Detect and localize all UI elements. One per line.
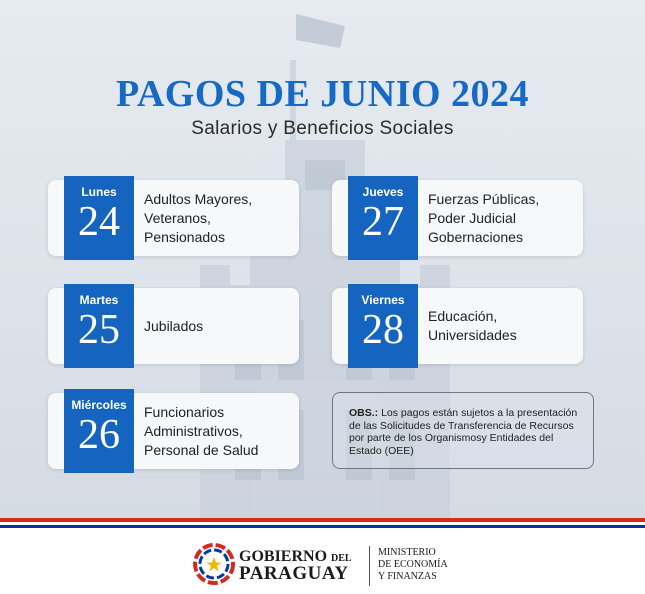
- government-seal-icon: [193, 543, 235, 585]
- ministerio-line: Y FINANZAS: [378, 571, 437, 582]
- beneficiary-line: Gobernaciones: [428, 228, 523, 245]
- page-title: PAGOS DE JUNIO 2024: [115, 73, 530, 115]
- date-badge: [64, 389, 134, 473]
- date-badge: [348, 176, 418, 260]
- gobierno-word: GOBIERNO: [239, 548, 328, 565]
- beneficiary-line: Adultos Mayores,: [144, 190, 253, 207]
- ministerio-line: MINISTERIO: [378, 547, 436, 558]
- observation-note: [332, 392, 594, 469]
- schedule-card-jueves: [332, 180, 583, 256]
- beneficiary-line: Veteranos,: [144, 209, 211, 226]
- beneficiary-line: Universidades: [428, 327, 517, 343]
- beneficiary-line: Poder Judicial: [428, 209, 516, 226]
- day-number: 24: [78, 199, 120, 245]
- paraguay-word: PARAGUAY: [239, 563, 349, 584]
- day-name: Miércoles: [71, 398, 127, 412]
- ministerio-text: [378, 547, 448, 583]
- beneficiary-line: Pensionados: [144, 228, 225, 245]
- beneficiary-line: Administrativos,: [144, 422, 243, 439]
- day-number: 28: [362, 307, 404, 353]
- beneficiary-line: Personal de Salud: [144, 441, 259, 458]
- beneficiary-line: Jubilados: [144, 317, 204, 334]
- beneficiaries: [428, 180, 539, 256]
- del-word: DEL: [331, 553, 352, 564]
- schedule-card-martes: [48, 288, 299, 364]
- date-badge: [348, 284, 418, 368]
- schedule-card-lunes: [48, 180, 299, 256]
- day-name: Martes: [79, 293, 119, 307]
- beneficiary-line: Funcionarios: [144, 403, 225, 420]
- day-name: Lunes: [81, 185, 117, 199]
- date-badge: [64, 176, 134, 260]
- schedule-card-viernes: [332, 288, 583, 364]
- schedule-card-miercoles: [48, 393, 299, 469]
- day-number: 25: [78, 307, 120, 353]
- day-number: 26: [78, 412, 120, 458]
- day-name: Jueves: [362, 185, 404, 199]
- beneficiaries: [144, 180, 252, 256]
- beneficiaries: [144, 393, 258, 469]
- note-text: Los pagos están sujetos a la presentación de las Solicitudes de Transferencia de Recursos por parte de los Organismosy Entidades del Estado (OEE): [349, 407, 578, 457]
- ministerio-line: DE ECONOMÍA: [378, 559, 448, 570]
- page-subtitle: Salarios y Beneficios Sociales: [191, 118, 454, 139]
- day-name: Viernes: [361, 293, 405, 307]
- day-number: 27: [362, 199, 404, 245]
- footer: [0, 528, 645, 594]
- note-label: OBS.:: [349, 407, 379, 419]
- beneficiary-line: Fuerzas Públicas,: [428, 190, 540, 207]
- beneficiary-line: Educación,: [428, 308, 498, 324]
- beneficiaries: [428, 288, 517, 364]
- beneficiaries: [144, 288, 203, 364]
- footer-divider: [369, 546, 370, 586]
- date-badge: [64, 284, 134, 368]
